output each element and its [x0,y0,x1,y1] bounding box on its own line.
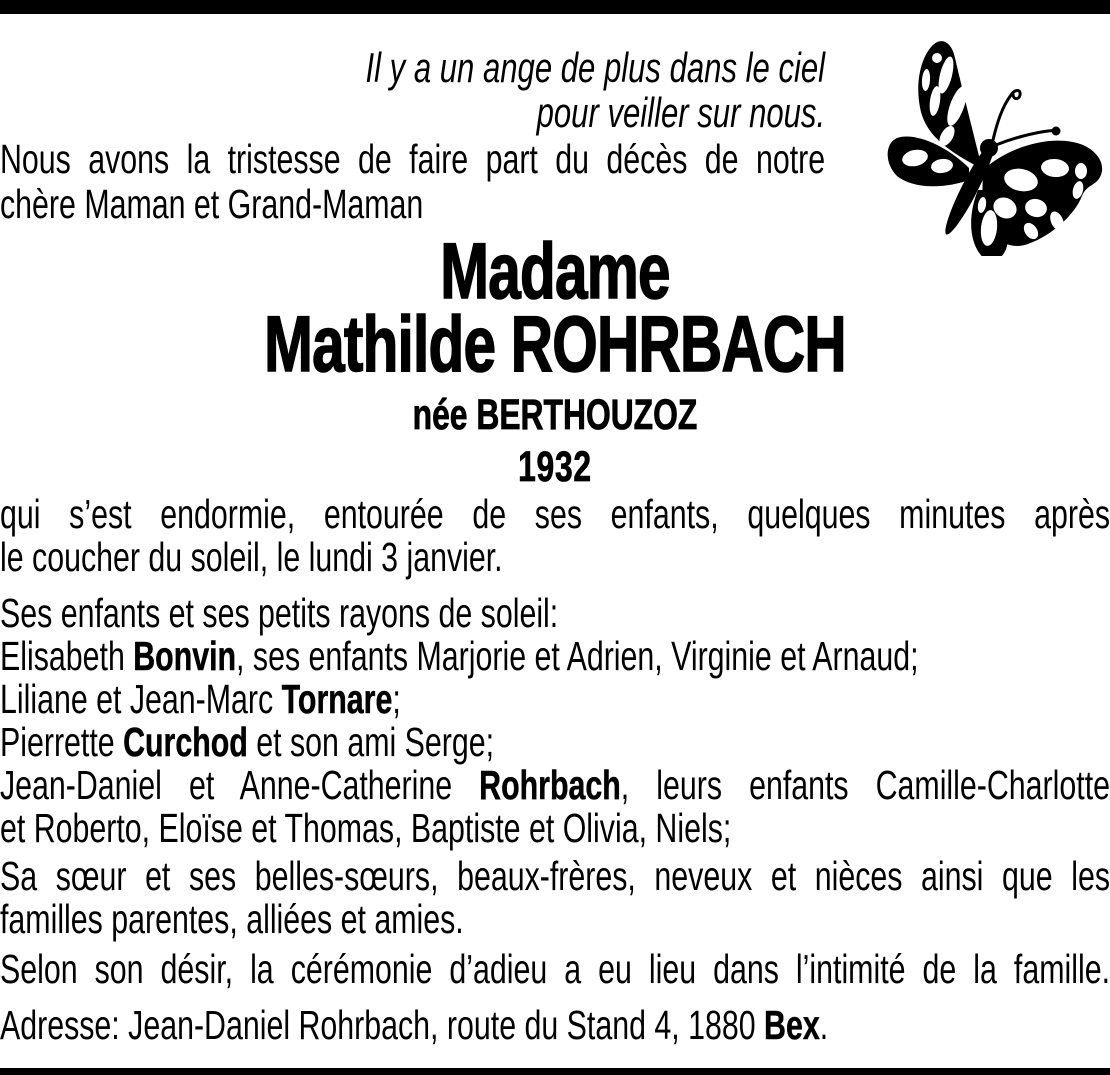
family-line-pierrette-pre: Pierrette [0,719,124,765]
family-line-jeandaniel-post: , leurs enfants Camille-Charlotte [620,762,1110,808]
relatives-paragraph [0,855,1110,941]
family-line-grandchildren: et Roberto, Eloïse et Thomas, Baptiste et Olivia, Niels; [0,805,732,851]
address-post: . [819,1002,829,1048]
family-line-elisabeth-post: , ses enfants Marjorie et Adrien, Virginie et Arnaud; [236,633,919,679]
family-line-liliane [0,678,1110,721]
relatives-line-1: Sa sœur et ses belles-sœurs, beaux-frères, neveux et nièces ainsi que les [0,853,1110,899]
deceased-name: Mathilde ROHRBACH [264,299,846,388]
epigraph-line-2: pour veiller sur nous. [536,89,826,136]
announcement-line-2: chère Maman et Grand-Maman [0,181,424,227]
address-city: Bex [764,1002,820,1048]
family-line-pierrette [0,721,1110,764]
ceremony-line-1: Selon son désir, la cérémonie d’adieu a eu lieu dans l’intimité de la famille. [0,946,1110,992]
birth-year: 1932 [518,443,592,491]
family-name-tornare: Tornare [281,676,393,722]
address-pre: Adresse: Jean-Daniel Rohrbach, route du Stand 4, 1880 [0,1002,765,1048]
passing-line-1: qui s’est endormie, entourée de ses enfants, quelques minutes après [0,491,1110,537]
family-intro: Ses enfants et ses petits rayons de soleil: [0,590,559,636]
butterfly-icon [885,28,1110,256]
family-list [0,592,1110,850]
epigraph [0,45,825,135]
address-text [0,1004,1110,1047]
address-line [0,1004,1110,1047]
ceremony-note [0,948,1110,991]
passing-line-2: le coucher du soleil, le lundi 3 janvier. [0,534,503,580]
passing-paragraph [0,493,1110,579]
family-line-jeandaniel-pre: Jean-Daniel et Anne-Catherine [0,762,480,808]
bottom-border-line [0,1068,1110,1075]
family-name-rohrbach: Rohrbach [479,762,621,808]
maiden-name: née BERTHOUZOZ [412,391,698,439]
family-line-jeandaniel [0,764,1110,807]
family-line-elisabeth [0,635,1110,678]
deceased-title: Madame [440,226,670,315]
family-name-curchod: Curchod [123,719,248,765]
announcement-line-1: Nous avons la tristesse de faire part du décès de notre [0,136,826,182]
family-line-pierrette-post: et son ami Serge; [247,719,495,765]
family-line-liliane-post: ; [392,676,401,722]
epigraph-line-1: Il y a un ange de plus dans le ciel [365,44,826,91]
announcement [0,137,825,227]
family-name-bonvin: Bonvin [133,633,237,679]
family-line-liliane-pre: Liliane et Jean-Marc [0,676,282,722]
relatives-line-2: familles parentes, alliées et amies. [0,896,464,942]
family-line-elisabeth-pre: Elisabeth [0,633,134,679]
